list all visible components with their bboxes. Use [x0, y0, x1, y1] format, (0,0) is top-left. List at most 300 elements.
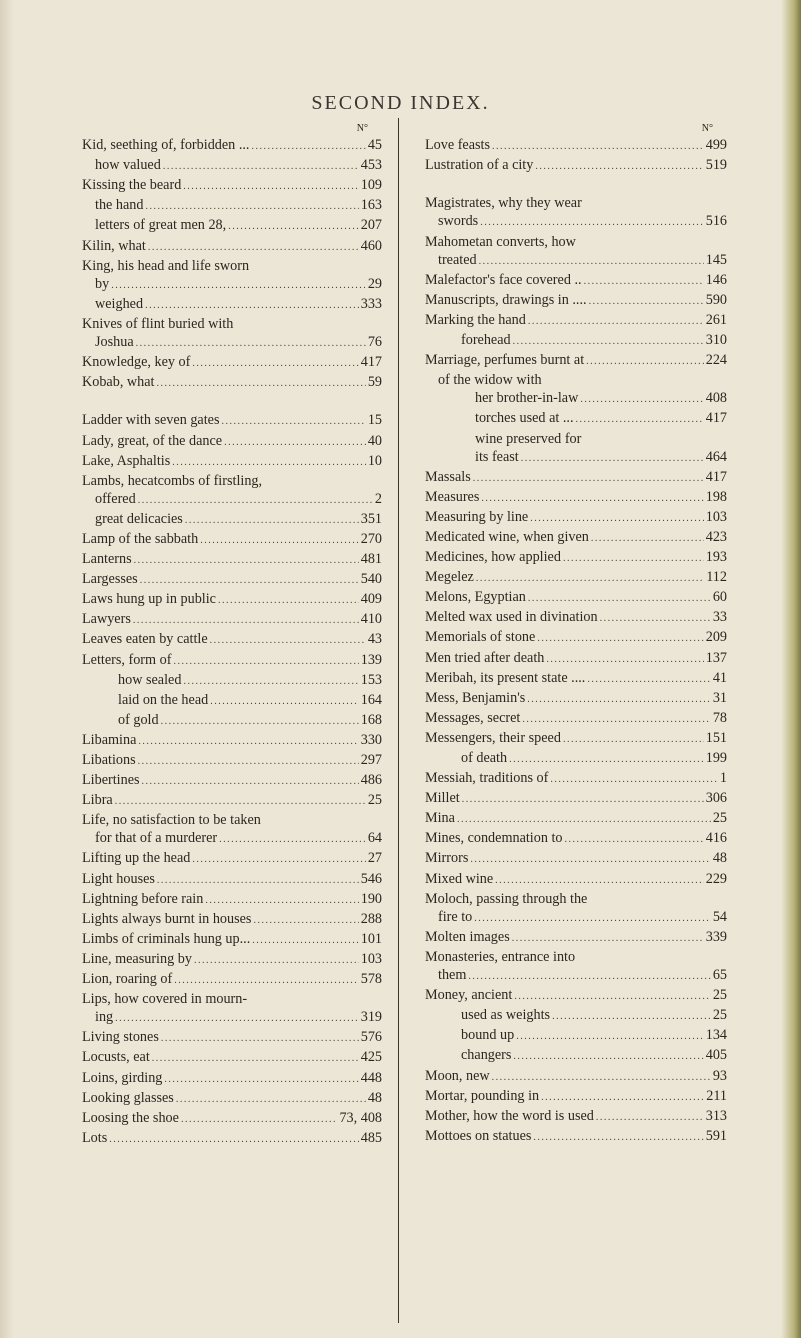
index-entry	[425, 1026, 727, 1046]
entry-text: Locusts, eat	[82, 1049, 150, 1066]
dot-leader	[222, 413, 366, 431]
entry-page-number: 48	[712, 850, 727, 867]
entry-text: Messengers, their speed	[425, 729, 561, 746]
index-entry	[82, 990, 382, 1008]
dot-leader	[596, 1109, 704, 1127]
index-entry	[425, 948, 727, 966]
index-entry	[82, 432, 382, 452]
index-entry	[425, 136, 727, 156]
index-entry	[425, 769, 727, 789]
entry-text: Medicines, how applied	[425, 549, 561, 566]
dot-leader	[533, 1129, 703, 1147]
entry-page-number: 93	[712, 1067, 727, 1084]
entry-text: Loosing the shoe	[82, 1109, 179, 1126]
index-entry	[425, 448, 727, 468]
dot-leader	[161, 713, 359, 731]
entry-page-number: 146	[705, 271, 727, 288]
entry-text: Messiah, traditions of	[425, 770, 549, 787]
entry-page-number: 103	[705, 508, 727, 525]
dot-leader	[591, 530, 704, 548]
entry-text: Lake, Asphaltis	[82, 452, 171, 469]
dot-leader	[109, 1131, 358, 1149]
entry-page-number: 25	[712, 987, 727, 1004]
entry-text: changers	[461, 1047, 512, 1064]
entry-text: Letters, form of	[82, 651, 172, 668]
dot-leader	[535, 158, 703, 176]
dot-leader	[183, 673, 358, 691]
entry-page-number: 425	[360, 1049, 382, 1066]
index-entry	[425, 890, 727, 908]
dot-leader	[210, 693, 359, 711]
dot-leader	[163, 158, 359, 176]
index-entry	[425, 789, 727, 809]
index-entry	[82, 136, 382, 156]
dot-leader	[481, 490, 703, 508]
index-entry	[82, 590, 382, 610]
entry-page-number: 1	[719, 770, 727, 787]
index-entry	[82, 315, 382, 333]
index-entry	[82, 176, 382, 196]
index-entry	[82, 1089, 382, 1109]
entry-page-number: 198	[705, 488, 727, 505]
entry-text: Mirrors	[425, 850, 469, 867]
index-entry	[425, 233, 727, 251]
entry-page-number: 486	[360, 772, 382, 789]
dot-leader	[462, 791, 704, 809]
entry-page-number: 112	[706, 569, 727, 586]
entry-page-number: 15	[367, 412, 382, 429]
dot-leader	[509, 751, 704, 769]
entry-page-number: 499	[705, 137, 727, 154]
index-entry	[425, 669, 727, 689]
entry-page-number: 48	[367, 1089, 382, 1106]
dot-leader	[145, 297, 359, 315]
dot-leader	[111, 277, 366, 295]
index-entry	[82, 811, 382, 829]
index-entry	[82, 890, 382, 910]
entry-text: Melons, Egyptian	[425, 589, 526, 606]
index-entry	[82, 1069, 382, 1089]
index-entry	[82, 970, 382, 990]
index-entry	[425, 1006, 727, 1026]
dot-leader	[157, 872, 359, 890]
index-entry	[425, 371, 727, 389]
entry-page-number: 319	[360, 1009, 382, 1026]
entry-page-number: 101	[360, 930, 382, 947]
index-entry	[82, 849, 382, 869]
entry-page-number: 45	[367, 137, 382, 154]
entry-text: wine preserved for	[475, 430, 582, 447]
dot-leader	[528, 590, 711, 608]
index-entry	[82, 275, 382, 295]
entry-text: Moloch, passing through the	[425, 890, 588, 907]
entry-text: Lustration of a city	[425, 157, 534, 174]
index-entry	[425, 271, 727, 291]
index-entry	[82, 353, 382, 373]
index-entry	[425, 156, 727, 176]
entry-text: Laws hung up in public	[82, 591, 216, 608]
entry-page-number: 109	[360, 177, 382, 194]
entry-page-number: 78	[712, 709, 727, 726]
entry-text: Medicated wine, when given	[425, 528, 589, 545]
entry-text: its feast	[475, 448, 519, 465]
dot-leader	[576, 411, 704, 429]
dot-leader	[228, 218, 359, 236]
dot-leader	[537, 630, 703, 648]
entry-text: Mines, condemnation to	[425, 830, 563, 847]
entry-text: letters of great men 28,	[95, 217, 227, 234]
index-entry	[425, 809, 727, 829]
index-entry	[425, 1067, 727, 1087]
entry-text: Moon, new	[425, 1067, 490, 1084]
entry-page-number: 453	[360, 157, 382, 174]
index-entry	[82, 731, 382, 751]
index-entry	[425, 749, 727, 769]
entry-page-number: 209	[705, 629, 727, 646]
entry-page-number: 163	[360, 197, 382, 214]
dot-leader	[194, 952, 359, 970]
entry-page-number: 43	[367, 631, 382, 648]
index-entry	[425, 908, 727, 928]
index-entry	[425, 409, 727, 429]
entry-page-number: 519	[705, 157, 727, 174]
dot-leader	[192, 355, 358, 373]
entry-text: Mortar, pounding in	[425, 1087, 540, 1104]
index-entry	[425, 1087, 727, 1107]
index-entry	[82, 295, 382, 315]
entry-page-number: 333	[360, 295, 382, 312]
entry-text: Mother, how the word is used	[425, 1107, 594, 1124]
index-entry	[425, 568, 727, 588]
index-entry	[425, 194, 727, 212]
entry-text: Mess, Benjamin's	[425, 689, 526, 706]
section-gap	[425, 176, 727, 194]
entry-text: Love feasts	[425, 137, 491, 154]
entry-page-number: 416	[705, 830, 727, 847]
entry-text: great delicacies	[95, 510, 183, 527]
entry-page-number: 310	[705, 332, 727, 349]
index-entry	[82, 771, 382, 791]
index-entry	[82, 630, 382, 650]
dot-leader	[176, 1091, 366, 1109]
dot-leader	[185, 512, 359, 530]
entry-text: Lady, great, of the dance	[82, 432, 223, 449]
entry-text: Marriage, perfumes burnt at	[425, 352, 585, 369]
entry-text: Magistrates, why they wear	[425, 195, 582, 212]
index-entry	[425, 468, 727, 488]
entry-page-number: 229	[705, 870, 727, 887]
entry-page-number: 103	[360, 950, 382, 967]
entry-text: Kid, seething of, forbidden ...	[82, 137, 250, 154]
entry-page-number: 409	[360, 591, 382, 608]
entry-page-number: 27	[367, 850, 382, 867]
dot-leader	[565, 831, 704, 849]
entry-text: Lifting up the head	[82, 850, 191, 867]
dot-leader	[480, 214, 704, 232]
entry-page-number: 31	[712, 689, 727, 706]
entry-page-number: 464	[705, 448, 727, 465]
dot-leader	[164, 1071, 358, 1089]
dot-leader	[550, 771, 718, 789]
dot-leader	[138, 492, 373, 510]
dot-leader	[552, 1008, 711, 1026]
entry-text: how sealed	[118, 671, 182, 688]
entry-text: weighed	[95, 295, 144, 312]
section-gap	[82, 393, 382, 411]
dot-leader	[172, 454, 366, 472]
entry-text: Loins, girding	[82, 1069, 163, 1086]
entry-text: Leaves eaten by cattle	[82, 631, 208, 648]
entry-text: Lamp of the sabbath	[82, 530, 199, 547]
page-edge-right	[781, 0, 801, 1338]
index-entry	[425, 1107, 727, 1127]
entry-text: Limbs of criminals hung up...	[82, 930, 251, 947]
dot-leader	[138, 753, 359, 771]
entry-page-number: 193	[705, 549, 727, 566]
entry-text: King, his head and life sworn	[82, 257, 250, 274]
index-entry	[82, 610, 382, 630]
entry-page-number: 330	[360, 731, 382, 748]
entry-page-number: 423	[705, 528, 727, 545]
entry-page-number: 190	[360, 890, 382, 907]
dot-leader	[470, 851, 710, 869]
dot-leader	[174, 972, 358, 990]
entry-page-number: 417	[705, 410, 727, 427]
entry-page-number: 139	[360, 651, 382, 668]
dot-leader	[530, 510, 703, 528]
entry-page-number: 546	[360, 870, 382, 887]
index-entry	[425, 430, 727, 448]
entry-page-number: 417	[360, 354, 382, 371]
dot-leader	[183, 178, 358, 196]
dot-leader	[522, 711, 710, 729]
dot-leader	[584, 273, 704, 291]
dot-leader	[546, 651, 703, 669]
entry-text: Measuring by line	[425, 508, 529, 525]
entry-text: Mahometan converts, how	[425, 233, 576, 250]
index-entry	[82, 156, 382, 176]
dot-leader	[200, 532, 358, 550]
dot-leader	[218, 592, 359, 610]
entry-text: Largesses	[82, 571, 138, 588]
entry-page-number: 41	[712, 669, 727, 686]
index-entry	[82, 216, 382, 236]
entry-text: Manuscripts, drawings in ....	[425, 291, 587, 308]
index-entry	[82, 333, 382, 353]
left-column-header: N°	[356, 123, 368, 134]
index-entry	[425, 628, 727, 648]
index-entry	[425, 928, 727, 948]
entry-text: of death	[461, 750, 508, 766]
entry-text: Kilin, what	[82, 237, 146, 254]
index-entry	[82, 570, 382, 590]
entry-text: her brother-in-law	[475, 390, 579, 407]
entry-page-number: 153	[360, 671, 382, 688]
entry-text: Libra	[82, 792, 113, 809]
dot-leader	[589, 293, 704, 311]
entry-page-number: 151	[705, 729, 727, 746]
dot-leader	[115, 793, 366, 811]
index-entry	[425, 311, 727, 331]
index-entry	[425, 351, 727, 371]
entry-text: bound up	[461, 1027, 515, 1044]
dot-leader	[479, 253, 704, 271]
entry-page-number: 448	[360, 1069, 382, 1086]
index-entry	[425, 488, 727, 508]
dot-leader	[580, 391, 703, 409]
entry-page-number: 73, 408	[339, 1109, 382, 1126]
entry-page-number: 168	[360, 711, 382, 728]
entry-text: of the widow with	[438, 372, 542, 389]
index-entry	[82, 490, 382, 510]
dot-leader	[474, 910, 711, 928]
entry-text: Memorials of stone	[425, 629, 536, 646]
entry-page-number: 2	[374, 490, 382, 507]
entry-page-number: 516	[705, 213, 727, 230]
entry-page-number: 306	[705, 790, 727, 807]
index-entry	[82, 671, 382, 691]
index-entry	[82, 1048, 382, 1068]
index-entry	[82, 870, 382, 890]
dot-leader	[513, 1048, 703, 1066]
entry-text: used as weights	[461, 1007, 551, 1024]
dot-leader	[473, 470, 704, 488]
dot-leader	[134, 552, 359, 570]
entry-text: Lawyers	[82, 611, 131, 628]
entry-text: Lion, roaring of	[82, 971, 173, 988]
right-column-header: N°	[701, 123, 713, 134]
index-entry	[82, 1028, 382, 1048]
index-entry	[425, 508, 727, 528]
entry-page-number: 410	[360, 611, 382, 628]
dot-leader	[251, 138, 365, 156]
entry-page-number: 351	[360, 510, 382, 527]
dot-leader	[161, 1030, 359, 1048]
page-title: SECOND INDEX.	[311, 92, 490, 114]
index-entry	[82, 910, 382, 930]
dot-leader	[457, 811, 711, 829]
index-entry	[425, 331, 727, 351]
entry-text: how valued	[95, 157, 161, 174]
right-index-column	[425, 118, 727, 1147]
dot-leader	[541, 1089, 704, 1107]
dot-leader	[586, 353, 704, 371]
entry-text: Lambs, hecatcombs of firstling,	[82, 472, 263, 489]
entry-page-number: 207	[360, 217, 382, 234]
index-entry	[425, 291, 727, 311]
entry-text: Megelez	[425, 569, 474, 586]
entry-text: Libations	[82, 752, 136, 768]
index-entry	[425, 829, 727, 849]
dot-leader	[516, 1028, 704, 1046]
index-entry	[82, 791, 382, 811]
dot-leader	[587, 671, 710, 689]
entry-text: Monasteries, entrance into	[425, 948, 576, 965]
entry-text: Massals	[425, 468, 471, 485]
index-entry	[82, 1008, 382, 1028]
entry-page-number: 460	[360, 237, 382, 254]
entry-text: Kobab, what	[82, 374, 155, 391]
index-entry	[425, 548, 727, 568]
entry-text: Meribah, its present state ....	[425, 669, 586, 686]
page-edge-left	[0, 0, 14, 1338]
entry-page-number: 40	[367, 432, 382, 449]
entry-text: Kissing the beard	[82, 177, 182, 194]
entry-text: Looking glasses	[82, 1089, 174, 1106]
entry-text: forehead	[461, 332, 511, 349]
entry-text: Men tried after death	[425, 649, 545, 666]
dot-leader	[512, 930, 704, 948]
entry-text: Messages, secret	[425, 709, 521, 726]
entry-page-number: 540	[360, 571, 382, 588]
index-entry	[425, 389, 727, 409]
entry-page-number: 76	[367, 334, 382, 351]
entry-text: Knowledge, key of	[82, 354, 191, 371]
entry-text: Libamina	[82, 731, 137, 748]
index-entry	[82, 196, 382, 216]
entry-page-number: 591	[705, 1127, 727, 1144]
index-entry	[82, 1129, 382, 1149]
dot-leader	[210, 632, 366, 650]
entry-text: Marking the hand	[425, 311, 526, 328]
entry-page-number: 224	[705, 352, 727, 369]
dot-leader	[192, 851, 365, 869]
dot-leader	[492, 138, 704, 156]
dot-leader	[514, 988, 710, 1006]
entry-text: torches used at ...	[475, 410, 574, 427]
entry-page-number: 134	[705, 1027, 727, 1044]
dot-leader	[563, 731, 704, 749]
entry-text: Lights always burnt in houses	[82, 910, 252, 927]
entry-text: Malefactor's face covered ..	[425, 271, 582, 288]
entry-text: Line, measuring by	[82, 950, 192, 967]
dot-leader	[133, 612, 359, 630]
dot-leader	[145, 198, 358, 216]
dot-leader	[224, 434, 366, 452]
entry-page-number: 576	[360, 1029, 382, 1046]
entry-text: Libertines	[82, 772, 140, 789]
entry-page-number: 164	[360, 691, 382, 708]
dot-leader	[527, 691, 711, 709]
entry-page-number: 261	[705, 311, 727, 328]
index-entry	[82, 550, 382, 570]
entry-page-number: 145	[705, 251, 727, 268]
dot-leader	[173, 653, 358, 671]
index-entry	[82, 530, 382, 550]
dot-leader	[219, 831, 366, 849]
entry-text: Knives of flint buried with	[82, 315, 234, 332]
entry-text: Mottoes on statues	[425, 1127, 532, 1144]
index-entry	[425, 709, 727, 729]
entry-page-number: 288	[360, 910, 382, 927]
index-entry	[425, 212, 727, 232]
dot-leader	[521, 450, 704, 468]
index-entry	[82, 257, 382, 275]
entry-page-number: 408	[705, 390, 727, 407]
index-entry	[82, 411, 382, 431]
index-entry	[82, 691, 382, 711]
entry-page-number: 417	[705, 468, 727, 485]
entry-page-number: 297	[360, 752, 382, 768]
entry-page-number: 339	[705, 928, 727, 945]
entry-page-number: 60	[712, 589, 727, 606]
index-entry	[82, 751, 382, 771]
index-entry	[425, 608, 727, 628]
entry-page-number: 313	[705, 1107, 727, 1124]
dot-leader	[142, 773, 359, 791]
entry-text: Joshua	[95, 334, 134, 351]
dot-leader	[513, 333, 704, 351]
